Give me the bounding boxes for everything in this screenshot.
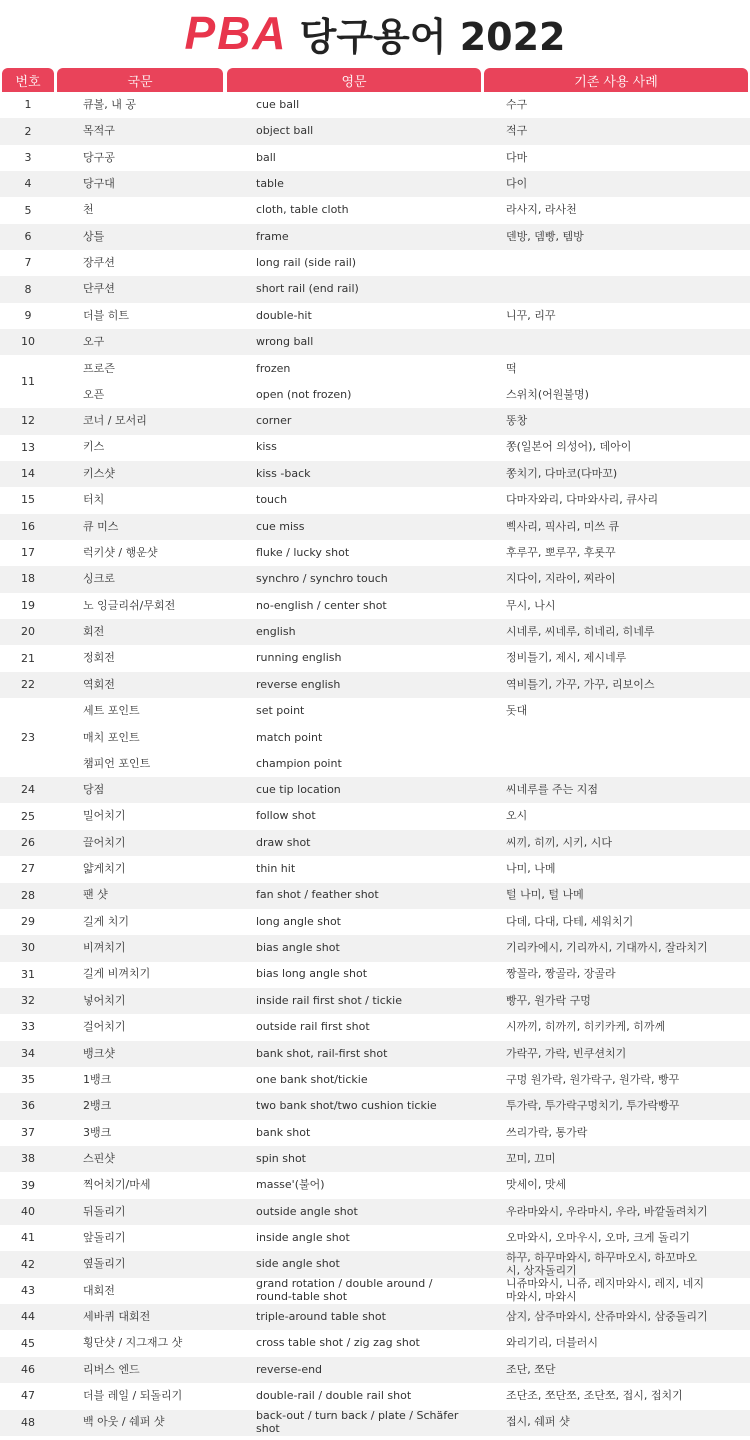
existing-usage: 다마 bbox=[506, 150, 528, 164]
korean-term: 스핀샷 bbox=[83, 1151, 115, 1165]
korean-term: 얇게치기 bbox=[83, 862, 126, 876]
existing-usage: 접시, 쉐퍼 샷 bbox=[506, 1415, 570, 1429]
existing-usage: 투가락, 투가락구멍치기, 투가락빵꾸 bbox=[506, 1099, 680, 1113]
english-term: cloth, table cloth bbox=[256, 203, 349, 217]
korean-term: 코너 / 모서리 bbox=[83, 414, 147, 428]
english-term: match point bbox=[256, 730, 323, 744]
header-examples: 기존 사용 사례 bbox=[484, 68, 748, 92]
row-number: 2 bbox=[24, 124, 32, 138]
row-number: 44 bbox=[21, 1310, 35, 1324]
korean-term: 길게 비껴치기 bbox=[83, 967, 151, 981]
header-english: 영문 bbox=[227, 68, 481, 92]
table-row bbox=[0, 593, 750, 619]
english-term: object ball bbox=[256, 124, 314, 138]
table-row bbox=[0, 303, 750, 329]
english-term: double-hit bbox=[256, 308, 312, 322]
table-row bbox=[0, 408, 750, 434]
table-row bbox=[0, 224, 750, 250]
row-number: 26 bbox=[21, 835, 35, 849]
english-term: one bank shot/tickie bbox=[256, 1072, 368, 1086]
row-number: 17 bbox=[21, 546, 35, 560]
english-term: grand rotation / double around / bbox=[256, 1277, 433, 1291]
row-number: 3 bbox=[24, 150, 32, 164]
existing-usage: 떡 bbox=[506, 361, 517, 375]
existing-usage: 적구 bbox=[506, 124, 528, 138]
row-number: 45 bbox=[21, 1336, 35, 1350]
table-row bbox=[0, 935, 750, 961]
existing-usage: 털 나미, 털 나메 bbox=[506, 888, 584, 902]
row-number: 13 bbox=[21, 440, 35, 454]
table-row bbox=[0, 566, 750, 592]
english-term: ball bbox=[256, 150, 276, 164]
korean-term: 옆돌리기 bbox=[83, 1257, 126, 1271]
english-term: spin shot bbox=[256, 1151, 306, 1165]
row-number: 14 bbox=[21, 467, 35, 481]
existing-usage: 무시, 나시 bbox=[506, 598, 556, 612]
korean-term: 뱅크샷 bbox=[83, 1046, 115, 1060]
existing-usage: 시까끼, 히까끼, 히키카케, 히까께 bbox=[506, 1020, 666, 1034]
english-term: long rail (side rail) bbox=[256, 256, 357, 270]
row-number: 12 bbox=[21, 414, 35, 428]
row-number: 20 bbox=[21, 625, 35, 639]
english-term: bank shot, rail-first shot bbox=[256, 1046, 388, 1060]
table-row bbox=[0, 435, 750, 461]
row-number: 35 bbox=[21, 1073, 35, 1087]
table-row bbox=[0, 250, 750, 276]
table-row bbox=[0, 909, 750, 935]
row-number: 15 bbox=[21, 493, 35, 507]
existing-usage: 마와시, 마와시 bbox=[506, 1289, 577, 1303]
korean-term: 당구대 bbox=[83, 176, 115, 190]
english-term: follow shot bbox=[256, 809, 316, 823]
row-number: 28 bbox=[21, 888, 35, 902]
korean-term: 앞돌리기 bbox=[83, 1230, 126, 1244]
english-term: triple-around table shot bbox=[256, 1310, 386, 1324]
korean-term: 상틀 bbox=[83, 229, 105, 243]
english-term: fluke / lucky shot bbox=[256, 545, 350, 559]
existing-usage: 구멍 원가락, 원가락구, 원가락, 빵꾸 bbox=[506, 1072, 680, 1086]
korean-term: 오구 bbox=[83, 335, 105, 349]
existing-usage: 조단, 쪼단 bbox=[506, 1362, 556, 1376]
korean-term: 끌어치기 bbox=[83, 835, 126, 849]
row-number: 4 bbox=[24, 177, 32, 191]
table-row bbox=[0, 461, 750, 487]
row-number: 47 bbox=[21, 1389, 35, 1403]
english-term: back-out / turn back / plate / Schäfer bbox=[256, 1409, 459, 1423]
english-term: double-rail / double rail shot bbox=[256, 1389, 412, 1403]
existing-usage: 스위치(어원불명) bbox=[506, 388, 589, 402]
table-row bbox=[0, 145, 750, 171]
korean-term: 넣어치기 bbox=[83, 993, 126, 1007]
existing-usage: 돗대 bbox=[506, 704, 528, 718]
table-row bbox=[0, 1014, 750, 1040]
existing-usage: 다이 bbox=[506, 176, 528, 190]
english-term: kiss -back bbox=[256, 466, 311, 480]
korean-term: 키스샷 bbox=[83, 466, 115, 480]
table-row bbox=[0, 619, 750, 645]
row-number: 33 bbox=[21, 1020, 35, 1034]
korean-term: 2뱅크 bbox=[83, 1099, 112, 1113]
table-row bbox=[0, 118, 750, 144]
row-number: 42 bbox=[21, 1257, 35, 1271]
english-term: draw shot bbox=[256, 835, 311, 849]
page-title bbox=[0, 0, 750, 66]
row-number: 46 bbox=[21, 1362, 35, 1376]
korean-term: 회전 bbox=[83, 624, 105, 638]
korean-term: 프로즌 bbox=[83, 361, 115, 375]
existing-usage: 지다이, 지라이, 찌라이 bbox=[506, 572, 616, 586]
table-row bbox=[0, 988, 750, 1014]
table-row bbox=[0, 1225, 750, 1251]
english-term: reverse-end bbox=[256, 1362, 323, 1376]
table-row bbox=[0, 1172, 750, 1198]
row-number: 24 bbox=[21, 783, 35, 797]
english-term: reverse english bbox=[256, 677, 341, 691]
row-number: 34 bbox=[21, 1046, 35, 1060]
table-row bbox=[0, 1278, 750, 1304]
row-number: 37 bbox=[21, 1125, 35, 1139]
row-number: 23 bbox=[21, 730, 35, 744]
english-term: inside rail first shot / tickie bbox=[256, 993, 402, 1007]
english-term: outside angle shot bbox=[256, 1204, 358, 1218]
existing-usage: 꼬미, 끄미 bbox=[506, 1151, 556, 1165]
korean-term: 큐볼, 내 공 bbox=[83, 97, 136, 111]
english-term: inside angle shot bbox=[256, 1230, 350, 1244]
row-number: 18 bbox=[21, 572, 35, 586]
english-term: cue tip location bbox=[256, 783, 341, 797]
row-number: 1 bbox=[24, 98, 32, 112]
table-row bbox=[0, 356, 750, 409]
table-row bbox=[0, 92, 750, 118]
korean-term: 장쿠션 bbox=[83, 256, 115, 270]
korean-term: 당점 bbox=[83, 783, 105, 797]
existing-usage: 쫑치기, 다마코(다마꼬) bbox=[506, 466, 618, 480]
english-term: table bbox=[256, 176, 284, 190]
row-number: 16 bbox=[21, 519, 35, 533]
korean-term: 리버스 엔드 bbox=[83, 1362, 140, 1376]
row-number: 31 bbox=[21, 967, 35, 981]
row-number: 21 bbox=[21, 651, 35, 665]
korean-term: 당구공 bbox=[83, 150, 115, 164]
english-term: bias angle shot bbox=[256, 941, 340, 955]
table-row bbox=[0, 487, 750, 513]
english-term: shot bbox=[256, 1421, 280, 1435]
english-term: kiss bbox=[256, 440, 277, 454]
english-term: corner bbox=[256, 414, 292, 428]
table-row bbox=[0, 777, 750, 803]
existing-usage: 짱꼴라, 짱골라, 장골라 bbox=[506, 967, 616, 981]
pba-logo: PBA bbox=[184, 7, 288, 59]
existing-usage: 니꾸, 리꾸 bbox=[506, 308, 556, 322]
row-number: 38 bbox=[21, 1152, 35, 1166]
korean-term: 큐 미스 bbox=[83, 519, 119, 533]
existing-usage: 삑사리, 픽사리, 미쓰 큐 bbox=[506, 519, 620, 533]
table-row bbox=[0, 1357, 750, 1383]
existing-usage: 덴방, 뎀빵, 템방 bbox=[506, 229, 584, 243]
english-term: round-table shot bbox=[256, 1289, 348, 1303]
table-row bbox=[0, 1093, 750, 1119]
table-row bbox=[0, 1067, 750, 1093]
table-row bbox=[0, 856, 750, 882]
korean-term: 매치 포인트 bbox=[83, 730, 140, 744]
table-row bbox=[0, 1041, 750, 1067]
existing-usage: 시네루, 씨네루, 히네리, 히네루 bbox=[506, 624, 655, 638]
korean-term: 챔피언 포인트 bbox=[83, 756, 151, 770]
table-header bbox=[0, 68, 750, 92]
row-number: 19 bbox=[21, 598, 35, 612]
english-term: cross table shot / zig zag shot bbox=[256, 1336, 420, 1350]
table-row bbox=[0, 645, 750, 671]
english-term: touch bbox=[256, 493, 288, 507]
korean-term: 세트 포인트 bbox=[83, 704, 140, 718]
korean-term: 더블 히트 bbox=[83, 308, 130, 322]
table-row bbox=[0, 197, 750, 223]
row-number: 22 bbox=[21, 677, 35, 691]
existing-usage: 우라마와시, 우라마시, 우라, 바깥돌려치기 bbox=[506, 1204, 708, 1218]
row-number: 32 bbox=[21, 994, 35, 1008]
table-row bbox=[0, 672, 750, 698]
existing-usage: 하꾸, 하꾸마와시, 하꾸마오시, 하꼬마오 bbox=[506, 1251, 697, 1265]
korean-term: 노 잉글리쉬/무회전 bbox=[83, 598, 176, 612]
row-number: 43 bbox=[21, 1283, 35, 1297]
korean-term: 천 bbox=[83, 203, 94, 217]
table-row bbox=[0, 803, 750, 829]
existing-usage: 라사지, 라사천 bbox=[506, 203, 577, 217]
row-number: 5 bbox=[24, 203, 32, 217]
english-term: outside rail first shot bbox=[256, 1020, 370, 1034]
existing-usage: 가락꾸, 가락, 빈쿠션치기 bbox=[506, 1046, 627, 1060]
row-number: 25 bbox=[21, 809, 35, 823]
row-number: 27 bbox=[21, 862, 35, 876]
korean-term: 정회전 bbox=[83, 651, 115, 665]
existing-usage: 정비틀기, 제시, 제시네루 bbox=[506, 651, 627, 665]
table-row bbox=[0, 698, 750, 777]
english-term: wrong ball bbox=[256, 335, 314, 349]
row-number: 29 bbox=[21, 915, 35, 929]
korean-term: 세바퀴 대회전 bbox=[83, 1310, 151, 1324]
existing-usage: 역비틀기, 가꾸, 가꾸, 리보이스 bbox=[506, 677, 655, 691]
existing-usage: 기리카에시, 기리까시, 기대까시, 잘라치기 bbox=[506, 941, 708, 955]
row-number: 41 bbox=[21, 1231, 35, 1245]
table-row bbox=[0, 1251, 750, 1277]
english-term: champion point bbox=[256, 756, 342, 770]
table-row bbox=[0, 830, 750, 856]
existing-usage: 오마와시, 오마우시, 오마, 크게 돌리기 bbox=[506, 1230, 690, 1244]
row-number: 9 bbox=[24, 308, 32, 322]
table-row bbox=[0, 1146, 750, 1172]
english-term: english bbox=[256, 624, 296, 638]
row-number: 7 bbox=[24, 256, 32, 270]
table-row bbox=[0, 1120, 750, 1146]
row-number: 6 bbox=[24, 229, 32, 243]
english-term: no-english / center shot bbox=[256, 598, 387, 612]
existing-usage: 와리기리, 더블러시 bbox=[506, 1336, 599, 1350]
row-number: 8 bbox=[24, 282, 32, 296]
table-row bbox=[0, 1383, 750, 1409]
korean-term: 1뱅크 bbox=[83, 1072, 112, 1086]
korean-term: 횡단샷 / 지그재그 샷 bbox=[83, 1336, 183, 1350]
korean-term: 목적구 bbox=[83, 124, 115, 138]
table-row bbox=[0, 1330, 750, 1356]
korean-term: 걸어치기 bbox=[83, 1020, 126, 1034]
table-row bbox=[0, 1304, 750, 1330]
korean-term: 키스 bbox=[83, 440, 105, 454]
korean-term: 싱크로 bbox=[83, 572, 115, 586]
row-number: 39 bbox=[21, 1178, 35, 1192]
table-row bbox=[0, 1199, 750, 1225]
existing-usage: 쓰리가락, 통가락 bbox=[506, 1125, 588, 1139]
korean-term: 럭키샷 / 행운샷 bbox=[83, 545, 158, 559]
table-row bbox=[0, 540, 750, 566]
table-row bbox=[0, 1410, 750, 1436]
row-number: 11 bbox=[21, 374, 35, 388]
english-term: cue ball bbox=[256, 97, 300, 111]
korean-term: 단쿠션 bbox=[83, 282, 115, 296]
existing-usage: 쫑(일본어 의성어), 데아이 bbox=[506, 440, 632, 454]
table-row bbox=[0, 514, 750, 540]
korean-term: 터치 bbox=[83, 493, 105, 507]
existing-usage: 다마자와리, 다마와사리, 큐사리 bbox=[506, 493, 659, 507]
existing-usage: 나미, 나메 bbox=[506, 862, 556, 876]
korean-term: 역회전 bbox=[83, 677, 115, 691]
english-term: cue miss bbox=[256, 519, 305, 533]
korean-term: 밀어치기 bbox=[83, 809, 126, 823]
english-term: masse'(불어) bbox=[256, 1178, 325, 1192]
english-term: set point bbox=[256, 704, 305, 718]
korean-term: 팬 샷 bbox=[83, 888, 108, 902]
english-term: frame bbox=[256, 229, 289, 243]
title-text: 당구용어 2022 bbox=[299, 14, 566, 59]
korean-term: 오픈 bbox=[83, 388, 105, 402]
existing-usage: 맛세이, 맛세 bbox=[506, 1178, 567, 1192]
existing-usage: 후루꾸, 뽀루꾸, 후롯꾸 bbox=[506, 545, 616, 559]
korean-term: 찍어치기/마세 bbox=[83, 1178, 151, 1192]
row-number: 10 bbox=[21, 335, 35, 349]
english-term: frozen bbox=[256, 361, 291, 375]
row-number: 40 bbox=[21, 1204, 35, 1218]
existing-usage: 조단조, 쪼단쪼, 조단쪼, 접시, 접치기 bbox=[506, 1389, 683, 1403]
header-korean: 국문 bbox=[57, 68, 223, 92]
korean-term: 비껴치기 bbox=[83, 941, 126, 955]
existing-usage: 시, 상자돌리기 bbox=[506, 1263, 577, 1277]
existing-usage: 니쥬마와시, 니쥬, 레지마와시, 레지, 네지 bbox=[506, 1277, 704, 1291]
english-term: synchro / synchro touch bbox=[256, 572, 388, 586]
table-row bbox=[0, 276, 750, 302]
existing-usage: 오시 bbox=[506, 809, 528, 823]
table-row bbox=[0, 962, 750, 988]
english-term: short rail (end rail) bbox=[256, 282, 359, 296]
existing-usage: 씨끼, 히끼, 시키, 시다 bbox=[506, 835, 612, 849]
english-term: fan shot / feather shot bbox=[256, 888, 379, 902]
english-term: running english bbox=[256, 651, 342, 665]
english-term: bank shot bbox=[256, 1125, 311, 1139]
row-number: 36 bbox=[21, 1099, 35, 1113]
english-term: two bank shot/two cushion tickie bbox=[256, 1099, 437, 1113]
english-term: open (not frozen) bbox=[256, 388, 352, 402]
existing-usage: 다데, 다대, 다테, 세워치기 bbox=[506, 914, 634, 928]
english-term: thin hit bbox=[256, 862, 296, 876]
row-number: 30 bbox=[21, 941, 35, 955]
existing-usage: 빵꾸, 원가락 구멍 bbox=[506, 993, 591, 1007]
existing-usage: 삼지, 삼주마와시, 산쥬마와시, 삼중돌리기 bbox=[506, 1310, 708, 1324]
korean-term: 길게 치기 bbox=[83, 914, 130, 928]
english-term: long angle shot bbox=[256, 914, 341, 928]
table-row bbox=[0, 329, 750, 355]
english-term: bias long angle shot bbox=[256, 967, 368, 981]
korean-term: 더블 레일 / 되돌리기 bbox=[83, 1389, 183, 1403]
header-number: 번호 bbox=[2, 68, 54, 92]
korean-term: 대회전 bbox=[83, 1283, 115, 1297]
existing-usage: 수구 bbox=[506, 97, 528, 111]
table-row bbox=[0, 883, 750, 909]
table-row bbox=[0, 171, 750, 197]
korean-term: 3뱅크 bbox=[83, 1125, 112, 1139]
english-term: side angle shot bbox=[256, 1257, 340, 1271]
existing-usage: 똥창 bbox=[506, 414, 528, 428]
korean-term: 뒤돌리기 bbox=[83, 1204, 126, 1218]
row-number: 48 bbox=[21, 1415, 35, 1429]
korean-term: 백 아웃 / 쉐퍼 샷 bbox=[83, 1415, 165, 1429]
existing-usage: 씨네루를 주는 지점 bbox=[506, 783, 599, 797]
